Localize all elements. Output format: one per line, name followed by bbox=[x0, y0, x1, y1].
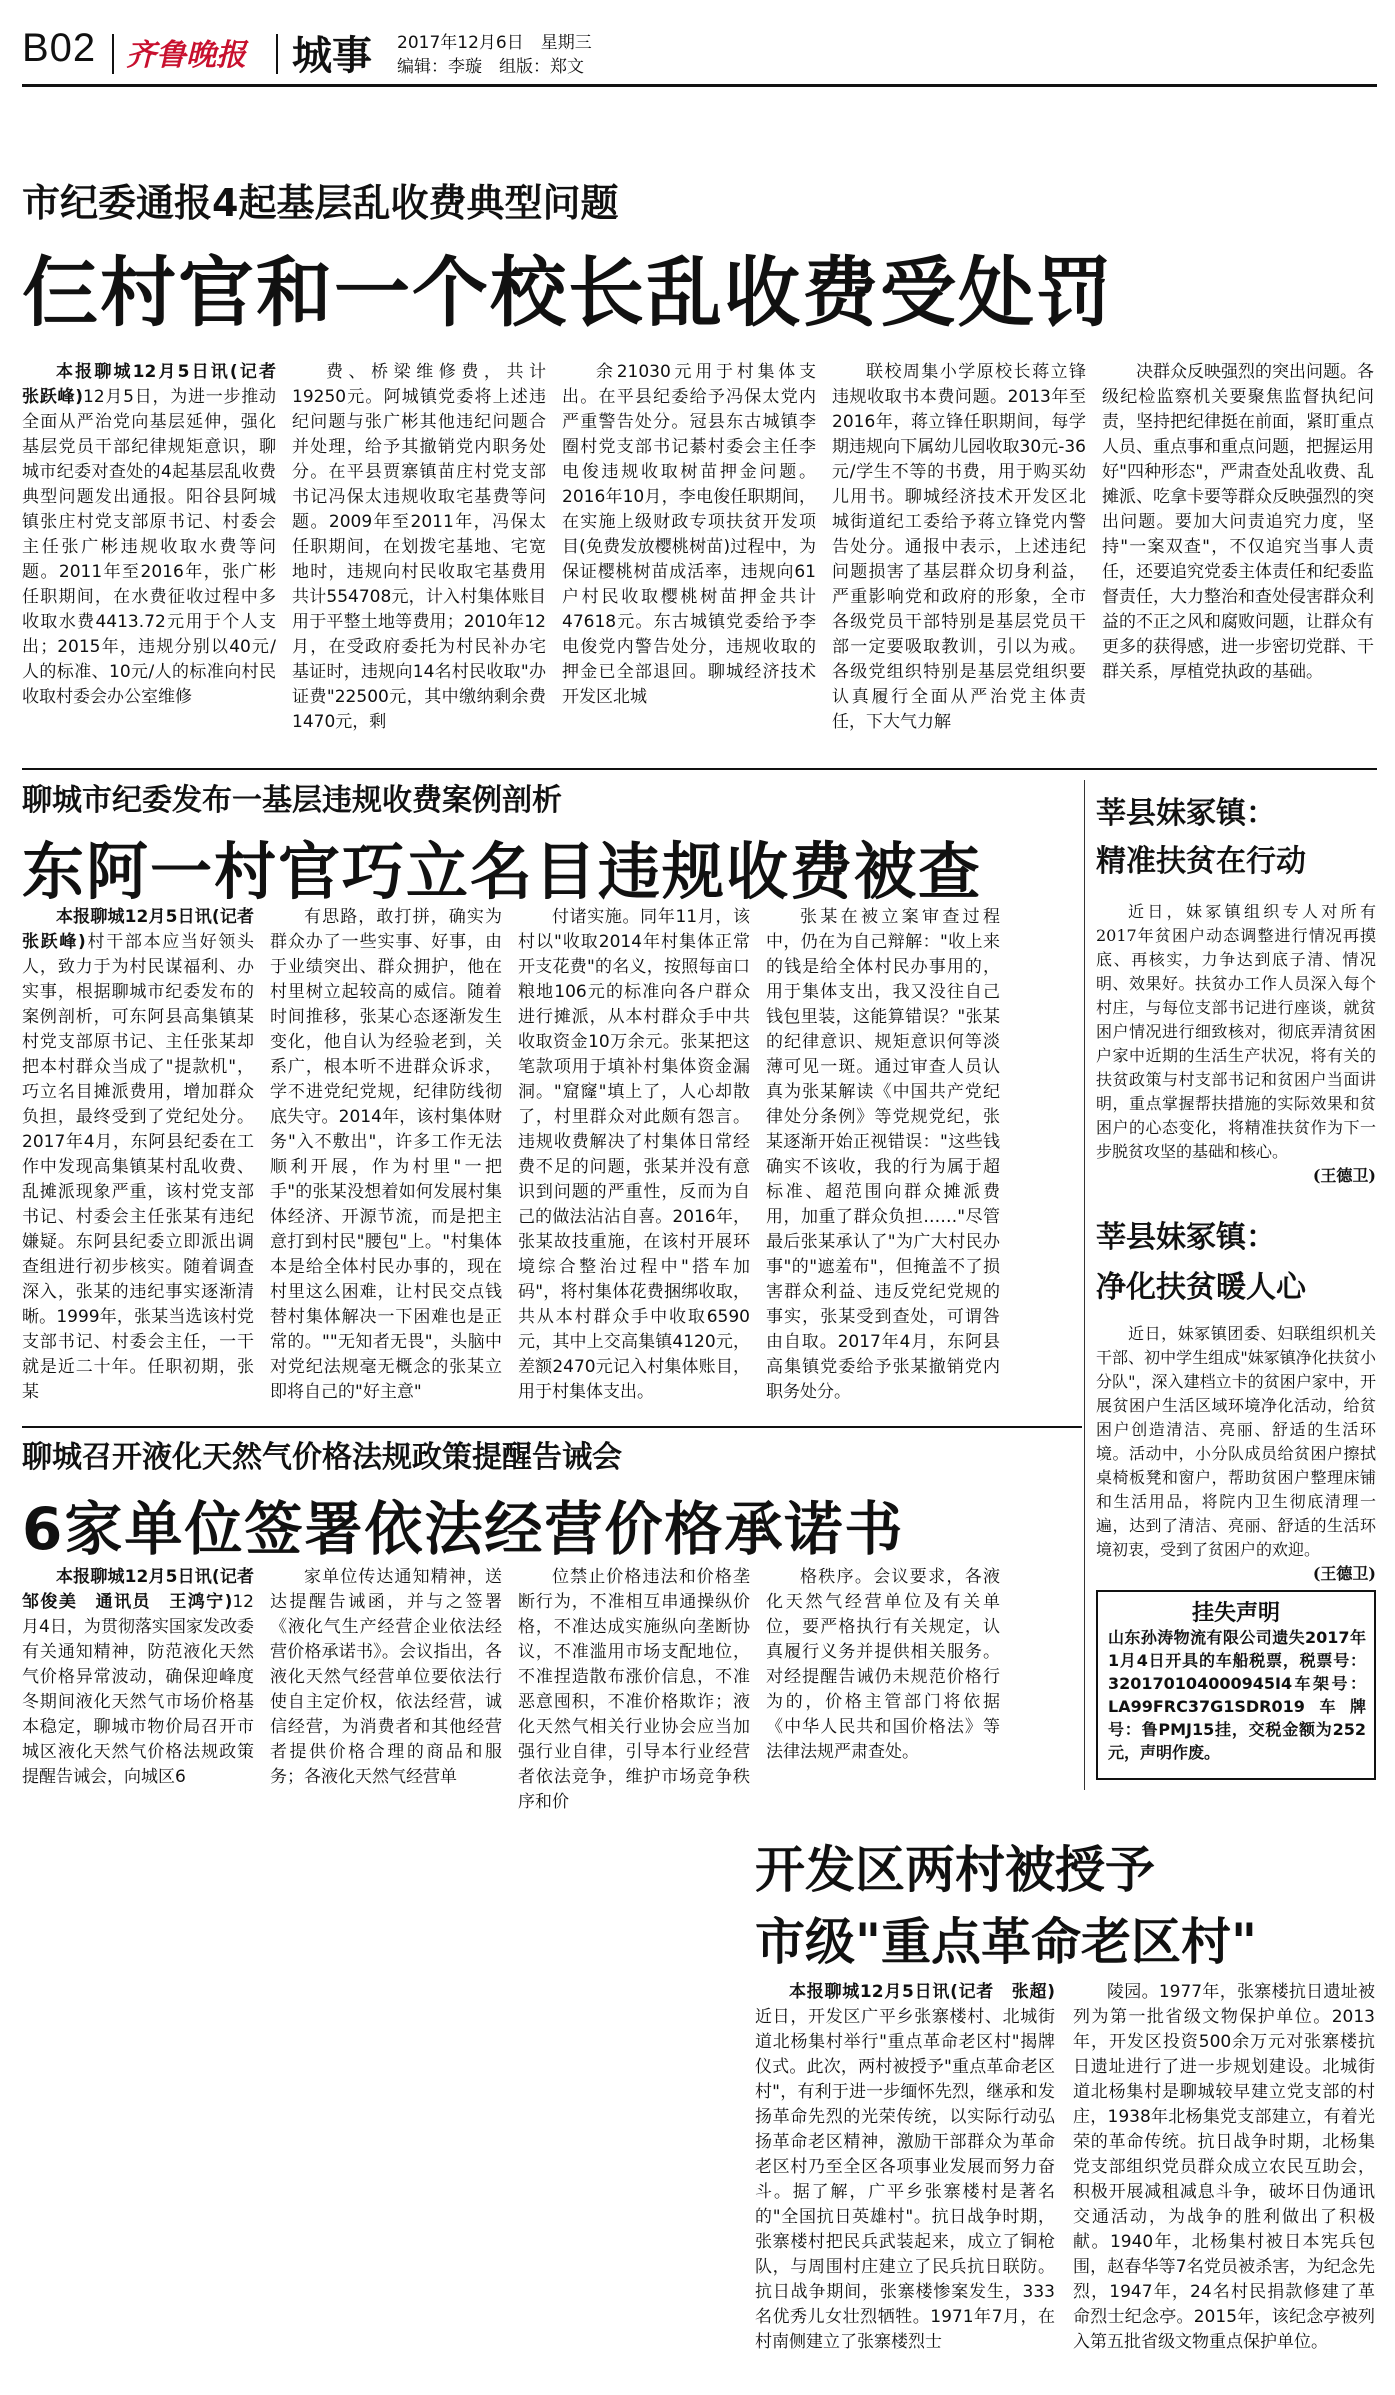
story-divider bbox=[22, 1426, 1082, 1428]
story-divider bbox=[22, 768, 1377, 770]
story3-text-2: 家单位传达通知精神，送达提醒告诫函，并与之签署《液化气生产经营企业依法经营价格承诺书》。会议指出，各液化天然气经营单位要依法行使自主定价权，依法经营，诚信经营，为消费者和其他经营者提供价格合理的商品和服务；各液化天然气经营单 bbox=[270, 1567, 502, 1787]
story3-headline: 6家单位签署依法经营价格承诺书 bbox=[22, 1495, 905, 1563]
sidebar-item1-subtitle: 精准扶贫在行动 bbox=[1096, 844, 1306, 879]
story4-column-1 bbox=[755, 1980, 1055, 2385]
story2-text-4: 张某在被立案审查过程中，仍在为自己辩解："收上来的钱是给全体村民办事用的，用于集体支出，我又没往自己钱包里装，这能算错误？"张某的纪律意识、规矩意识何等淡薄可见一斑。通过审查人员认真为张某解读《中国共产党纪律处分条例》等党规党纪，张某逐渐开始正视错误："这些钱确实不该收，我的行为属于超标准、超范围向群众摊派费用，加重了群众负担……"尽管最后张某承认了"为广大村民办事"的"遮羞布"，但掩盖不了损害群众利益、违反党纪党规的事实，张某受到查处，可谓咎由自取。2017年4月，东阿县高集镇党委给予张某撤销党内职务处分。 bbox=[766, 907, 1000, 1402]
sidebar-divider bbox=[1084, 780, 1085, 1790]
story1-column-3 bbox=[562, 360, 816, 765]
issue-date: 2017年12月6日 星期三 bbox=[397, 33, 592, 53]
story3-column-2 bbox=[270, 1565, 502, 1785]
story2-text-1: 村干部本应当好领头人，致力于为村民谋福利、办实事，根据聊城市纪委发布的案例剖析，可东阿县高集镇某村党支部原书记、主任张某却把本村群众当成了"提款机"，巧立名目摊派费用，增加群众负担，最终受到了党纪处分。2017年4月，东阿县纪委在工作中发现高集镇某村乱收费、乱摊派现象严重，该村党支部书记、村委会主任张某有违纪嫌疑。东阿县纪委立即派出调查组进行初步核实。随着调查深入，张某的违纪事实逐渐清晰。1999年，张某当选该村党支部书记、村委会主任，一干就是近二十年。任职初期，张某 bbox=[22, 932, 254, 1402]
story1-kicker: 市纪委通报4起基层乱收费典型问题 bbox=[22, 181, 619, 225]
story1-column-4 bbox=[832, 360, 1086, 765]
story1-text-3: 余21030元用于村集体支出。在平县纪委给予冯保太党内严重警告处分。冠县东古城镇李圈村党支部书记綦村委会主任李电俊违规收取树苗押金问题。2016年10月，李电俊任职期间，在实施上级财政专项扶贫开发项目(免费发放樱桃树苗)过程中，为保证樱桃树苗成活率，违规向61户村民收取樱桃树苗押金共计47618元。东古城镇党委给予李电俊党内警告处分，违规收取的押金已全部退回。聊城经济技术开发区北城 bbox=[562, 362, 816, 707]
story3-column-4 bbox=[766, 1565, 1000, 1785]
newspaper-logo: 齐鲁晚报 bbox=[126, 38, 246, 73]
sidebar-item1-text: 近日，妹冢镇组织专人对所有2017年贫困户动态调整进行情况再摸底、再核实，力争达到底子清、情况明、效果好。扶贫办工作人员深入每个村庄，与每位支部书记进行座谈，就贫困户情况进行细致核对，彻底弄清贫困户家中近期的生活生产状况，将有关的扶贫政策与村支部书记和贫困户当面讲明，重点掌握帮扶措施的实际效果和贫困户的心态变化，将精准扶贫作为下一步脱贫攻坚的基础和核心。 bbox=[1096, 902, 1376, 1161]
story2-column-4 bbox=[766, 905, 1000, 1420]
story3-text-1: 12月4日，为贯彻落实国家发改委有关通知精神，防范液化天然气价格异常波动，确保迎峰度冬期间液化天然气市场价格基本稳定，聊城市物价局召开市城区液化天然气价格法规政策提醒告诫会，向城区6 bbox=[22, 1592, 254, 1787]
story1-column-2 bbox=[292, 360, 546, 765]
page-number: B02 bbox=[22, 26, 97, 70]
story4-headline-line1: 开发区两村被授予 bbox=[755, 1841, 1155, 1899]
sidebar-item1-body bbox=[1096, 900, 1376, 1200]
story1-text-5: 决群众反映强烈的突出问题。各级纪检监察机关要聚焦监督执纪问责，坚持把纪律挺在前面，紧盯重点人员、重点事和重点问题，把握运用好"四种形态"，严肃查处乱收费、乱摊派、吃拿卡要等群众反映强烈的突出问题。要加大问责追究力度，坚持"一案双查"，不仅追究当事人责任，还要追究党委主体责任和纪委监督责任，大力整治和查处侵害群众利益的不正之风和腐败问题，让群众有更多的获得感，进一步密切党群、干群关系，厚植党执政的基础。 bbox=[1102, 362, 1374, 682]
story1-text-4: 联校周集小学原校长蒋立锋违规收取书本费问题。2013年至2016年，蒋立锋任职期间，每学期违规向下属幼儿园收取30元-36元/学生不等的书费，用于购买幼儿用书。聊城经济技术开发区北城街道纪工委给予蒋立锋党内警告处分。通报中表示，上述违纪问题损害了基层群众切身利益，严重影响党和政府的形象，全市各级党员干部特别是基层党员干部一定要吸取教训，引以为戒。各级党组织特别是基层党组织要认真履行全面从严治党主体责任，下大气力解 bbox=[832, 362, 1086, 732]
masthead-divider bbox=[276, 34, 278, 74]
story1-headline: 仨村官和一个校长乱收费受处罚 bbox=[22, 248, 1114, 337]
story1-text-1: 12月5日，为进一步推动全面从严治党向基层延伸，强化基层党员干部纪律规矩意识，聊城市纪委对查处的4起基层乱收费典型问题发出通报。阳谷县阿城镇张庄村党支部原书记、村委会主任张广彬违规收取水费等问题。2011年至2016年，张广彬任职期间，在水费征收过程中多收取水费4413.72元用于个人支出；2015年，违规分别以40元/人的标准、10元/人的标准向村民收取村委会办公室维修 bbox=[22, 387, 276, 707]
sidebar-item2-text: 近日，妹冢镇团委、妇联组织机关干部、初中学生组成"妹冢镇净化扶贫小分队"，深入建档立卡的贫困户家中，开展贫困户生活区域环境净化活动，给贫困户创造清洁、亮丽、舒适的生活环境。活动中，小分队成员给贫困户擦拭桌椅板凳和窗户，帮助贫困户整理床铺和生活用品，将院内卫生彻底清理一遍，达到了清洁、亮丽、舒适的生活环境初衷，受到了贫困户的欢迎。 bbox=[1096, 1324, 1376, 1559]
sidebar-item2-byline: (王德卫) bbox=[1312, 1564, 1376, 1583]
story3-text-3: 位禁止价格违法和价格垄断行为，不准相互串通操纵价格，不准达成实施纵向垄断协议，不准滥用市场支配地位，不准捏造散布涨价信息，不准恶意囤积，不准价格欺诈；液化天然气相关行业协会应当加强行业自律，引导本行业经营者依法竞争，维护市场竞争秩序和价 bbox=[518, 1567, 750, 1812]
sidebar-item2-title: 莘县妹冢镇： bbox=[1096, 1220, 1276, 1255]
story4-text-2: 陵园。1977年，张寨楼抗日遗址被列为第一批省级文物保护单位。2013年，开发区投资500余万元对张寨楼抗日遗址进行了进一步规划建设。北城街道北杨集村是聊城较早建立党支部的村庄，1938年北杨集党支部建立，有着光荣的革命传统。抗日战争时期，北杨集党支部组织党员群众成立农民互助会，积极开展减租减息斗争，破坏日伪通讯交通活动，为战争的胜利做出了积极献。1940年，北杨集村被日本宪兵包围，赵春华等7名党员被杀害，为纪念先烈，1947年，24名村民捐款修建了革命烈士纪念亭。2015年，该纪念亭被列入第五批省级文物重点保护单位。 bbox=[1073, 1982, 1375, 2352]
story2-text-2: 有思路，敢打拼，确实为群众办了一些实事、好事，由于业绩突出、群众拥护，他在村里树立起较高的威信。随着时间推移，张某心态逐渐发生变化，他自认为经验老到，关系广，根本听不进群众诉求，学不进党纪党规，纪律防线彻底失守。2014年，该村集体财务"入不敷出"，许多工作无法顺利开展，作为村里"一把手"的张某没想着如何发展村集体经济、开源节流，而是把主意打到村民"腰包"上。"村集体本是给全体村民办事的，现在村里这么困难，让村民交点钱替村集体解决一下困难也是正常的。""无知者无畏"，头脑中对党纪法规毫无概念的张某立即将自己的"好主意" bbox=[270, 907, 502, 1402]
story2-lead: 本报聊城12月5日讯(记者 张跃峰) bbox=[22, 907, 271, 952]
editor-credit: 编辑：李璇 组版：郑文 bbox=[397, 57, 584, 77]
sidebar-item1-byline: (王德卫) bbox=[1312, 1166, 1376, 1185]
story4-column-2 bbox=[1073, 1980, 1375, 2385]
lost-notice-box bbox=[1096, 1590, 1376, 1780]
story3-column-1 bbox=[22, 1565, 271, 1787]
story3-kicker: 聊城召开液化天然气价格法规政策提醒告诫会 bbox=[22, 1440, 622, 1475]
masthead bbox=[22, 20, 1377, 80]
story3-text-4: 格秩序。会议要求，各液化天然气经营单位及有关单位，要严格执行有关规定，认真履行义务并提供相关服务。对经提醒告诫仍未规范价格行为的，价格主管部门将依据《中华人民共和国价格法》等法律法规严肃查处。 bbox=[766, 1567, 1000, 1762]
story1-column-1 bbox=[22, 360, 293, 765]
section-title: 城事 bbox=[292, 33, 372, 79]
sidebar-item1-title: 莘县妹冢镇： bbox=[1096, 796, 1276, 831]
story4-headline-line2: 市级"重点革命老区村" bbox=[755, 1913, 1258, 1971]
lost-notice-body: 山东孙涛物流有限公司遗失2017年1月4日开具的车船税票，税票号：320170104000945I4车架号：LA99FRC37G1SDR019车牌号：鲁PMJ15挂，交税金额为252元，声明作废。 bbox=[1108, 1628, 1366, 1762]
story2-column-2 bbox=[270, 905, 502, 1420]
sidebar-item2-body bbox=[1096, 1322, 1376, 1584]
masthead-divider bbox=[112, 34, 114, 74]
story3-lead: 本报聊城12月5日讯(记者 邹俊美 通讯员 王鸿宁) bbox=[22, 1567, 271, 1612]
story2-kicker: 聊城市纪委发布一基层违规收费案例剖析 bbox=[22, 783, 562, 818]
story1-text-2: 费、桥梁维修费，共计19250元。阿城镇党委将上述违纪问题与张广彬其他违纪问题合并处理，给予其撤销党内职务处分。在平县贾寨镇苗庄村党支部书记冯保太违规收取宅基费等问题。2009年至2011年，冯保太任职期间，在划拨宅基地、宅宽地时，违规向村民收取宅基费用共计554708元，计入村集体账目用于平整土地等费用；2010年12月，在受政府委托为村民补办宅基证时，违规向14名村民收取"办证费"22500元，其中缴纳剩余费1470元，剩 bbox=[292, 362, 546, 732]
lost-notice-title: 挂失声明 bbox=[1191, 1601, 1280, 1626]
story4-lead: 本报聊城12月5日讯(记者 张超) bbox=[789, 1982, 1055, 2002]
story4-text-1: 近日，开发区广平乡张寨楼村、北城街道北杨集村举行"重点革命老区村"揭牌仪式。此次，两村被授予"重点革命老区村"，有利于进一步缅怀先烈，继承和发扬革命先烈的光荣传统，以实际行动弘扬革命老区精神，激励干部群众为革命老区村乃至全区各项事业发展而努力奋斗。据了解，广平乡张寨楼村是著名的"全国抗日英雄村"。抗日战争时期，张寨楼村把民兵武装起来，成立了铜枪队，与周围村庄建立了民兵抗日联防。抗日战争期间，张寨楼惨案发生，333名优秀儿女壮烈牺牲。1971年7月，在村南侧建立了张寨楼烈士 bbox=[755, 2007, 1055, 2352]
story1-lead: 本报聊城12月5日讯(记者 张跃峰) bbox=[22, 362, 293, 407]
story3-column-3 bbox=[518, 1565, 750, 1812]
story1-column-5 bbox=[1102, 360, 1374, 765]
story2-headline: 东阿一村官巧立名目违规收费被查 bbox=[22, 835, 983, 908]
story2-text-3: 付诸实施。同年11月，该村以"收取2014年村集体正常开支花费"的名义，按照每亩口粮地106元的标准向各户群众进行摊派，从本村群众手中共收取资金10万余元。张某把这笔款项用于填补村集体资金漏洞。"窟窿"填上了，人心却散了，村里群众对此颇有怨言。违规收费解决了村集体日常经费不足的问题，张某并没有意识到问题的严重性，反而为自己的做法沾沾自喜。2016年，张某故技重施，在该村开展环境综合整治过程中"搭车加码"，将村集体花费捆绑收取，共从本村群众手中收取6590元，其中上交高集镇4120元，差额2470元记入村集体账目，用于村集体支出。 bbox=[518, 907, 750, 1402]
story2-column-3 bbox=[518, 905, 750, 1420]
story2-column-1 bbox=[22, 905, 271, 1420]
sidebar-item2-subtitle: 净化扶贫暖人心 bbox=[1096, 1270, 1306, 1305]
masthead-rule bbox=[22, 84, 1377, 87]
